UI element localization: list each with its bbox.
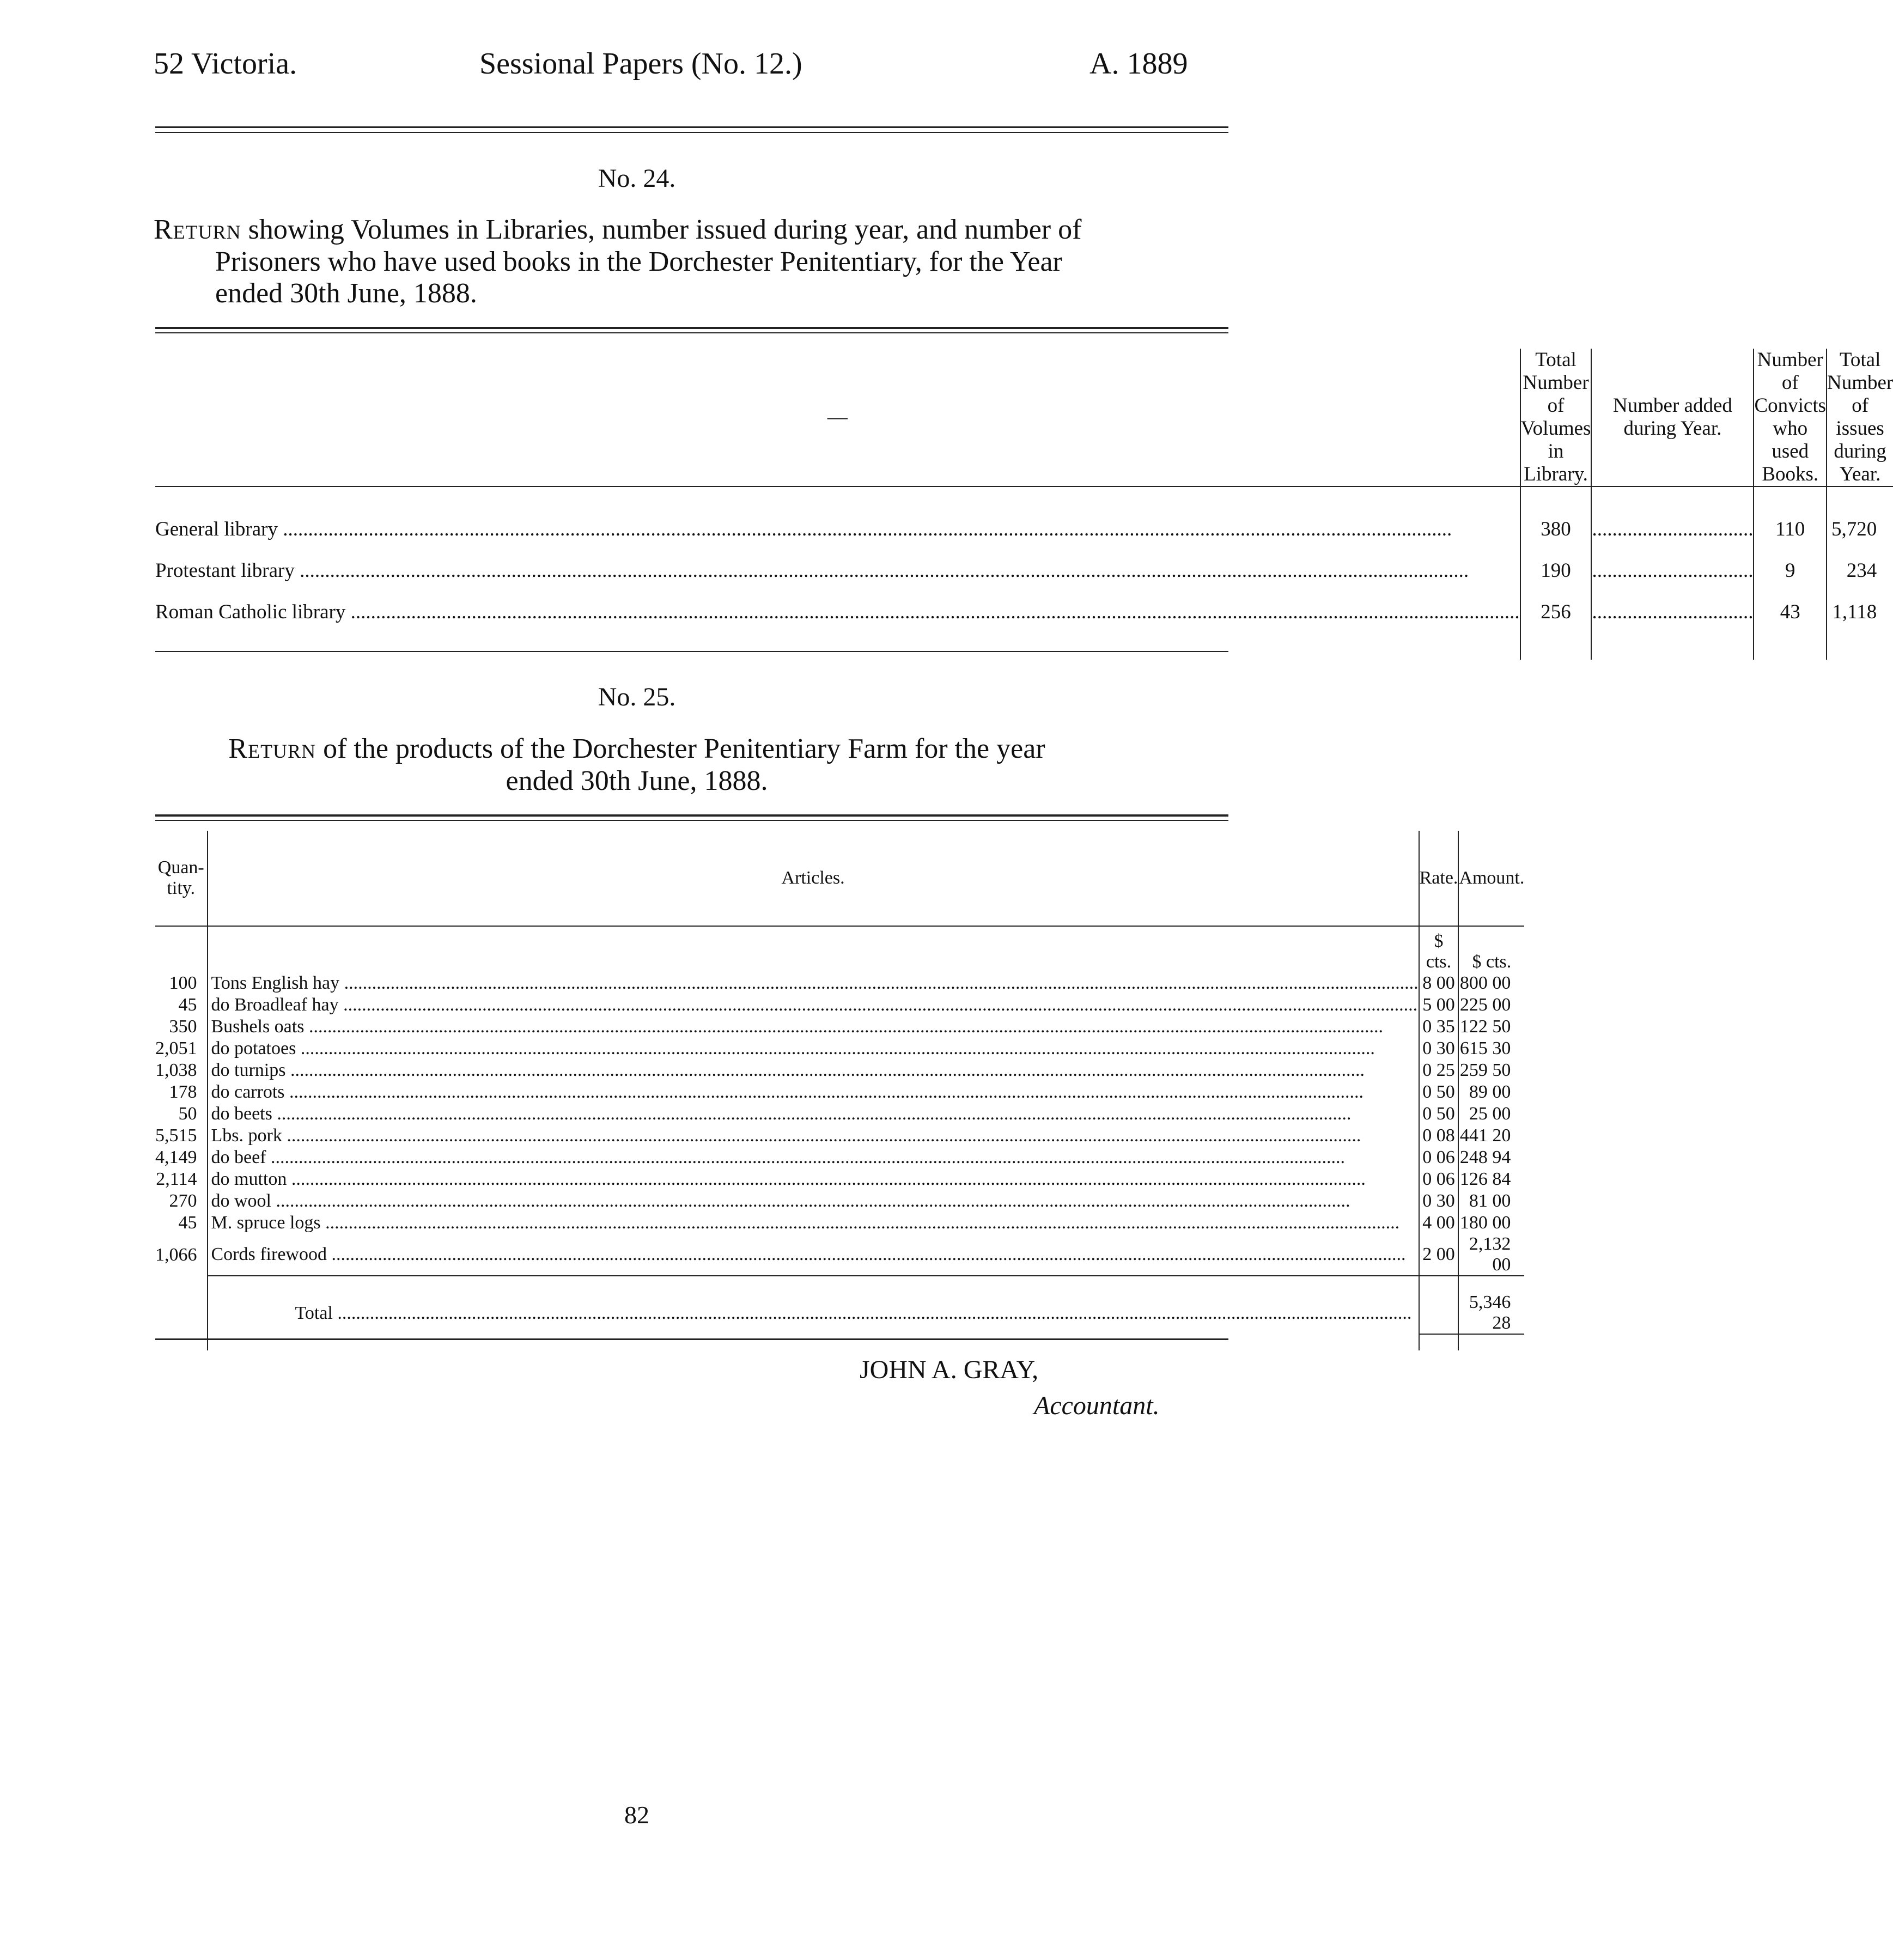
amount-cell: 615 30 (1458, 1038, 1524, 1060)
table-row (155, 1190, 1524, 1212)
total-row (155, 1292, 1524, 1334)
rate-cell: 0 06 (1419, 1147, 1459, 1168)
return25-text-line2: ended 30th June, 1888. (506, 765, 768, 796)
signature-title: Accountant. (1034, 1391, 1160, 1420)
return25-title-line1 (0, 733, 1274, 765)
rate-cell: 2 00 (1419, 1234, 1459, 1276)
header-left: 52 Victoria. (154, 47, 297, 81)
table-row (155, 994, 1524, 1016)
rate-cell: 0 35 (1419, 1016, 1459, 1038)
col-quantity: Quan-tity. (157, 857, 204, 898)
amount-cell: 800 00 (1458, 972, 1524, 994)
library-table-spacer (155, 632, 1893, 660)
quantity-cell: 270 (169, 1191, 197, 1211)
quantity-cell: 178 (169, 1082, 197, 1102)
rate-cell: 0 25 (1419, 1060, 1459, 1081)
table-row (155, 550, 1893, 591)
amount-unit: $ cts. (1458, 926, 1524, 972)
farm-products-table (155, 831, 1524, 1350)
added-cell: ................................ (1591, 550, 1754, 591)
quantity-cell: 5,515 (155, 1125, 197, 1146)
library-table (155, 349, 1893, 660)
rate-cell: 0 30 (1419, 1190, 1459, 1212)
library-label: General library ..... (155, 508, 1520, 550)
rate-unit: $ cts. (1419, 926, 1459, 972)
return24-title-line1 (154, 214, 1243, 246)
issues-cell: 5,720 (1827, 508, 1893, 550)
farm-table-header (155, 831, 1524, 926)
quantity-cell: 2,051 (155, 1038, 197, 1058)
rate-cell: 8 00 (1419, 972, 1459, 994)
article-cell: do mutton ..... (208, 1168, 1419, 1190)
rate-cell: 5 00 (1419, 994, 1459, 1016)
table25-top-rule2 (155, 820, 1228, 821)
table-row (155, 591, 1893, 632)
col-total-volumes: Total Number of Volumes in Library. (1520, 349, 1591, 485)
added-cell: ................................ (1591, 508, 1754, 550)
return24-text-line2: Prisoners who have used books in the Dorchester Penitentiary, for the Year (215, 246, 1062, 277)
article-cell: do beef ..... (208, 1147, 1419, 1168)
rate-cell: 0 30 (1419, 1038, 1459, 1060)
table-row (155, 1212, 1524, 1234)
volumes-cell: 380 (1520, 508, 1592, 550)
table25-top-rule (155, 814, 1228, 817)
table-row (155, 1081, 1524, 1103)
quantity-cell: 1,038 (155, 1060, 197, 1080)
return25-lead: Return (228, 733, 316, 764)
col-rate: Rate. (1419, 831, 1459, 926)
amount-cell: 25 00 (1458, 1103, 1524, 1125)
col-amount: Amount. (1458, 831, 1524, 926)
header-right: A. 1889 (1089, 47, 1188, 81)
amount-cell: 126 84 (1458, 1168, 1524, 1190)
volumes-cell: 190 (1520, 550, 1592, 591)
header-center: Sessional Papers (No. 12.) (479, 47, 802, 81)
rate-cell: 0 08 (1419, 1125, 1459, 1147)
return25-text-line1: of the products of the Dorchester Penitentiary Farm for the year (323, 733, 1045, 764)
article-cell: do Broadleaf hay ..... (208, 994, 1419, 1016)
quantity-cell: 2,114 (156, 1169, 197, 1189)
convicts-cell: 43 (1754, 591, 1827, 632)
library-label: Protestant library ..... (155, 550, 1520, 591)
table-row (155, 1125, 1524, 1147)
table24-bottom-rule (155, 651, 1228, 652)
return24-number: No. 24. (598, 164, 676, 193)
amount-cell: 259 50 (1458, 1060, 1524, 1081)
library-table-header (155, 349, 1893, 486)
quantity-cell: 45 (178, 1213, 197, 1233)
article-cell: Tons English hay ..... (208, 972, 1419, 994)
convicts-cell: 110 (1754, 508, 1827, 550)
table-row (155, 1038, 1524, 1060)
article-cell: do carrots ..... (208, 1081, 1419, 1103)
farm-table-spacer (155, 1276, 1524, 1292)
table-row (155, 972, 1524, 994)
return24-text-line3: ended 30th June, 1888. (215, 278, 477, 309)
table-row (155, 508, 1893, 550)
library-table-divider (155, 486, 1893, 508)
article-cell: Bushels oats ..... (208, 1016, 1419, 1038)
col-dash: — (827, 406, 848, 428)
table-row (155, 1234, 1524, 1276)
rate-cell: 0 06 (1419, 1168, 1459, 1190)
header-rule-bottom (155, 132, 1228, 133)
table25-bottom-rule (155, 1338, 1228, 1340)
rate-cell: 0 50 (1419, 1081, 1459, 1103)
article-cell: do beets ..... (208, 1103, 1419, 1125)
quantity-cell: 45 (178, 995, 197, 1015)
amount-cell: 89 00 (1458, 1081, 1524, 1103)
col-issues: Total Number of issues during Year. (1827, 349, 1893, 485)
table-row (155, 1147, 1524, 1168)
table24-top-rule2 (155, 332, 1228, 333)
article-cell: M. spruce logs ..... (208, 1212, 1419, 1234)
amount-cell: 122 50 (1458, 1016, 1524, 1038)
total-amount: 5,346 28 (1458, 1292, 1524, 1334)
library-label: Roman Catholic library ..... (155, 591, 1520, 632)
issues-cell: 234 (1827, 550, 1893, 591)
return24-text-line1: showing Volumes in Libraries, number issued during year, and number of (248, 214, 1082, 245)
convicts-cell: 9 (1754, 550, 1827, 591)
table-row (155, 1060, 1524, 1081)
amount-cell: 225 00 (1458, 994, 1524, 1016)
header-rule-top (155, 126, 1228, 128)
table-row (155, 1103, 1524, 1125)
article-cell: do wool ..... (208, 1190, 1419, 1212)
amount-cell: 81 00 (1458, 1190, 1524, 1212)
page-number: 82 (624, 1801, 649, 1829)
quantity-cell: 1,066 (155, 1244, 197, 1265)
quantity-cell: 50 (178, 1104, 197, 1124)
table-row (155, 1168, 1524, 1190)
quantity-cell: 350 (169, 1016, 197, 1037)
amount-cell: 248 94 (1458, 1147, 1524, 1168)
rate-cell: 0 50 (1419, 1103, 1459, 1125)
return24-lead: Return (154, 214, 241, 245)
article-cell: Cords firewood ..... (208, 1234, 1419, 1276)
amount-cell: 441 20 (1458, 1125, 1524, 1147)
farm-table-units (155, 926, 1524, 972)
table-row (155, 1016, 1524, 1038)
article-cell: do turnips ..... (208, 1060, 1419, 1081)
amount-cell: 2,132 00 (1458, 1234, 1524, 1276)
col-articles: Articles. (208, 831, 1419, 926)
rate-cell: 4 00 (1419, 1212, 1459, 1234)
return25-number: No. 25. (598, 683, 676, 711)
amount-cell: 180 00 (1458, 1212, 1524, 1234)
quantity-cell: 4,149 (155, 1147, 197, 1167)
col-convicts: Number of Convicts who used Books. (1754, 349, 1827, 485)
issues-cell: 1,118 (1827, 591, 1893, 632)
quantity-cell: 100 (169, 973, 197, 993)
farm-table-end (155, 1334, 1524, 1350)
volumes-cell: 256 (1520, 591, 1592, 632)
added-cell: ................................ (1591, 591, 1754, 632)
signature-name: JOHN A. GRAY, (860, 1355, 1039, 1384)
total-label: Total ..... (208, 1292, 1419, 1334)
article-cell: do potatoes ..... (208, 1038, 1419, 1060)
article-cell: Lbs. pork ..... (208, 1125, 1419, 1147)
table24-top-rule (155, 327, 1228, 329)
col-added: Number added during Year. (1591, 349, 1754, 486)
